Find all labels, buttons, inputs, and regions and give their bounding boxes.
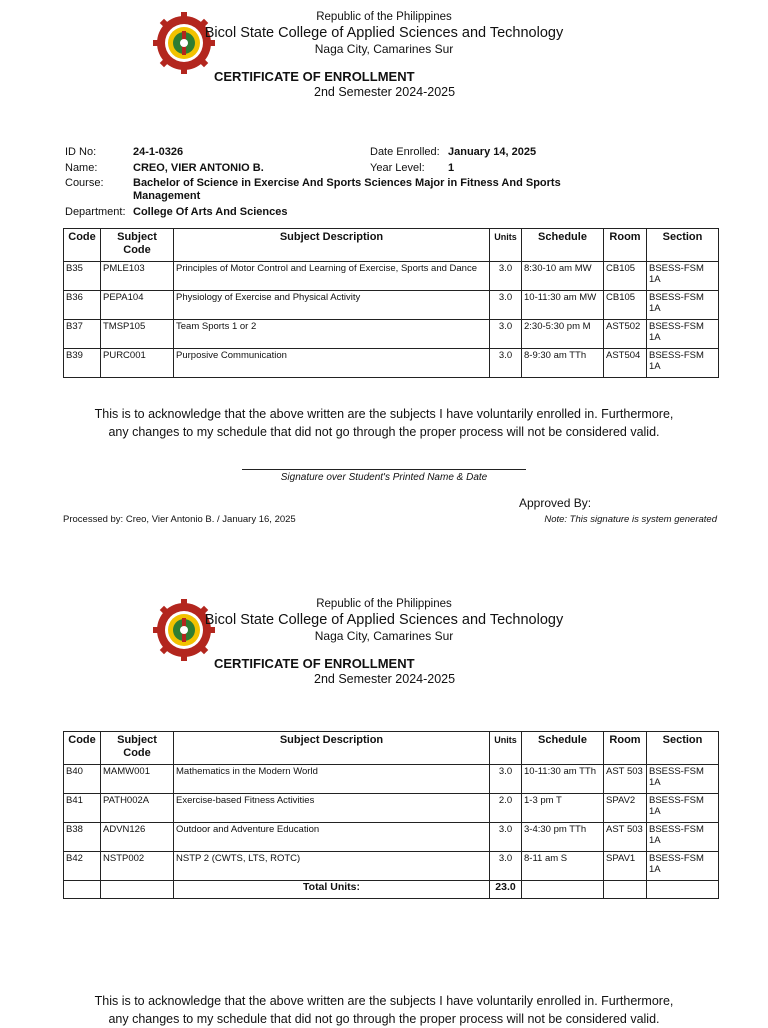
total-units-label: Total Units: bbox=[174, 881, 490, 899]
table-row bbox=[64, 262, 719, 291]
row-section: BSESS-FSM 1A bbox=[647, 765, 719, 794]
row-code: B35 bbox=[64, 262, 101, 291]
date-enrolled-label: Date Enrolled: bbox=[370, 146, 440, 158]
acknowledgement-line-1: This is to acknowledge that the above written are the subjects I have voluntarily enrolled in. Furthermore, bbox=[94, 994, 674, 1008]
col-header-schedule: Schedule bbox=[522, 229, 604, 262]
row-description: Physiology of Exercise and Physical Activity bbox=[174, 291, 490, 320]
department: College Of Arts And Sciences bbox=[133, 206, 288, 218]
row-section: BSESS-FSM 1A bbox=[647, 320, 719, 349]
row-code: B40 bbox=[64, 765, 101, 794]
col-header-units: Units bbox=[490, 732, 522, 765]
col-header-section: Section bbox=[647, 229, 719, 262]
row-room: SPAV2 bbox=[604, 794, 647, 823]
total-empty-cell bbox=[522, 881, 604, 899]
department-label: Department: bbox=[65, 206, 126, 218]
system-note: Note: This signature is system generated bbox=[544, 514, 717, 525]
row-code: B37 bbox=[64, 320, 101, 349]
row-subject-code: TMSP105 bbox=[101, 320, 174, 349]
row-subject-code: PATH002A bbox=[101, 794, 174, 823]
row-room: AST504 bbox=[604, 349, 647, 378]
row-room: AST502 bbox=[604, 320, 647, 349]
total-empty-cell bbox=[101, 881, 174, 899]
col-header-description: Subject Description bbox=[174, 229, 490, 262]
row-subject-code: MAMW001 bbox=[101, 765, 174, 794]
row-room: CB105 bbox=[604, 262, 647, 291]
row-code: B42 bbox=[64, 852, 101, 881]
row-room: AST 503 bbox=[604, 823, 647, 852]
table-row bbox=[64, 765, 719, 794]
row-units: 3.0 bbox=[490, 291, 522, 320]
row-subject-code: ADVN126 bbox=[101, 823, 174, 852]
row-units: 3.0 bbox=[490, 823, 522, 852]
acknowledgement-line-2: any changes to my schedule that did not go through the proper process will not be considered valid. bbox=[108, 425, 660, 439]
col-header-subject-code: Subject Code bbox=[101, 229, 174, 262]
row-units: 3.0 bbox=[490, 320, 522, 349]
row-subject-code: NSTP002 bbox=[101, 852, 174, 881]
total-empty-cell bbox=[64, 881, 101, 899]
row-schedule: 8:30-10 am MW bbox=[522, 262, 604, 291]
table-row bbox=[64, 349, 719, 378]
college-name: Bicol State College of Applied Sciences and Technology bbox=[204, 612, 564, 628]
row-section: BSESS-FSM 1A bbox=[647, 852, 719, 881]
row-code: B38 bbox=[64, 823, 101, 852]
republic-label: Republic of the Philippines bbox=[316, 11, 452, 23]
semester-label: 2nd Semester 2024-2025 bbox=[314, 85, 456, 99]
col-header-section: Section bbox=[647, 732, 719, 765]
row-description: Mathematics in the Modern World bbox=[174, 765, 490, 794]
row-units: 3.0 bbox=[490, 349, 522, 378]
col-header-description: Subject Description bbox=[174, 732, 490, 765]
col-header-units: Units bbox=[490, 229, 522, 262]
processed-by: Processed by: Creo, Vier Antonio B. / January 16, 2025 bbox=[63, 514, 296, 525]
student-id: 24-1-0326 bbox=[133, 146, 184, 158]
id-label: ID No: bbox=[65, 146, 97, 158]
total-row bbox=[64, 881, 719, 899]
republic-label: Republic of the Philippines bbox=[316, 598, 452, 610]
row-code: B39 bbox=[64, 349, 101, 378]
row-schedule: 8-11 am S bbox=[522, 852, 604, 881]
col-header-subject-code: Subject Code bbox=[101, 732, 174, 765]
table-row bbox=[64, 794, 719, 823]
col-header-code: Code bbox=[64, 732, 101, 765]
college-name: Bicol State College of Applied Sciences and Technology bbox=[204, 25, 564, 41]
row-schedule: 3-4:30 pm TTh bbox=[522, 823, 604, 852]
table-row bbox=[64, 320, 719, 349]
student-name: CREO, VIER ANTONIO B. bbox=[133, 162, 264, 174]
row-units: 3.0 bbox=[490, 262, 522, 291]
signature-caption: Signature over Student's Printed Name & Date bbox=[280, 472, 488, 483]
course-line-1: Bachelor of Science in Exercise And Sports Sciences Major in Fitness And Sports bbox=[133, 177, 561, 189]
col-header-room: Room bbox=[604, 229, 647, 262]
date-enrolled: January 14, 2025 bbox=[448, 146, 537, 158]
year-level: 1 bbox=[448, 162, 455, 174]
row-description: Outdoor and Adventure Education bbox=[174, 823, 490, 852]
row-schedule: 1-3 pm T bbox=[522, 794, 604, 823]
total-empty-cell bbox=[647, 881, 719, 899]
table-row bbox=[64, 852, 719, 881]
total-empty-cell bbox=[604, 881, 647, 899]
total-units-value: 23.0 bbox=[490, 881, 522, 899]
row-units: 3.0 bbox=[490, 765, 522, 794]
year-level-label: Year Level: bbox=[370, 162, 425, 174]
row-subject-code: PMLE103 bbox=[101, 262, 174, 291]
row-section: BSESS-FSM 1A bbox=[647, 823, 719, 852]
row-schedule: 8-9:30 am TTh bbox=[522, 349, 604, 378]
col-header-schedule: Schedule bbox=[522, 732, 604, 765]
row-section: BSESS-FSM 1A bbox=[647, 349, 719, 378]
row-subject-code: PURC001 bbox=[101, 349, 174, 378]
course-line-2: Management bbox=[133, 190, 201, 202]
certificate-title: CERTIFICATE OF ENROLLMENT bbox=[214, 656, 415, 671]
row-subject-code: PEPA104 bbox=[101, 291, 174, 320]
table-row bbox=[64, 291, 719, 320]
row-room: AST 503 bbox=[604, 765, 647, 794]
row-section: BSESS-FSM 1A bbox=[647, 291, 719, 320]
row-schedule: 10-11:30 am MW bbox=[522, 291, 604, 320]
semester-label: 2nd Semester 2024-2025 bbox=[314, 672, 456, 686]
row-schedule: 10-11:30 am TTh bbox=[522, 765, 604, 794]
row-units: 3.0 bbox=[490, 852, 522, 881]
acknowledgement-line-2: any changes to my schedule that did not go through the proper process will not be considered valid. bbox=[108, 1012, 660, 1026]
row-description: Team Sports 1 or 2 bbox=[174, 320, 490, 349]
row-description: Principles of Motor Control and Learning of Exercise, Sports and Dance bbox=[174, 262, 490, 291]
acknowledgement-line-1: This is to acknowledge that the above written are the subjects I have voluntarily enrolled in. Furthermore, bbox=[94, 407, 674, 421]
row-code: B41 bbox=[64, 794, 101, 823]
subjects-table-page2 bbox=[63, 731, 719, 899]
row-room: CB105 bbox=[604, 291, 647, 320]
row-code: B36 bbox=[64, 291, 101, 320]
row-section: BSESS-FSM 1A bbox=[647, 262, 719, 291]
name-label: Name: bbox=[65, 162, 98, 174]
row-room: SPAV1 bbox=[604, 852, 647, 881]
row-description: Purposive Communication bbox=[174, 349, 490, 378]
approved-by-label: Approved By: bbox=[519, 496, 592, 510]
table-row bbox=[64, 823, 719, 852]
course-label: Course: bbox=[65, 177, 104, 189]
col-header-code: Code bbox=[64, 229, 101, 262]
row-section: BSESS-FSM 1A bbox=[647, 794, 719, 823]
row-units: 2.0 bbox=[490, 794, 522, 823]
college-city: Naga City, Camarines Sur bbox=[314, 42, 454, 56]
certificate-title: CERTIFICATE OF ENROLLMENT bbox=[214, 69, 415, 84]
college-city: Naga City, Camarines Sur bbox=[314, 629, 454, 643]
row-schedule: 2:30-5:30 pm M bbox=[522, 320, 604, 349]
signature-line bbox=[242, 469, 526, 470]
row-description: Exercise-based Fitness Activities bbox=[174, 794, 490, 823]
col-header-room: Room bbox=[604, 732, 647, 765]
row-description: NSTP 2 (CWTS, LTS, ROTC) bbox=[174, 852, 490, 881]
subjects-table-page1 bbox=[63, 228, 719, 378]
